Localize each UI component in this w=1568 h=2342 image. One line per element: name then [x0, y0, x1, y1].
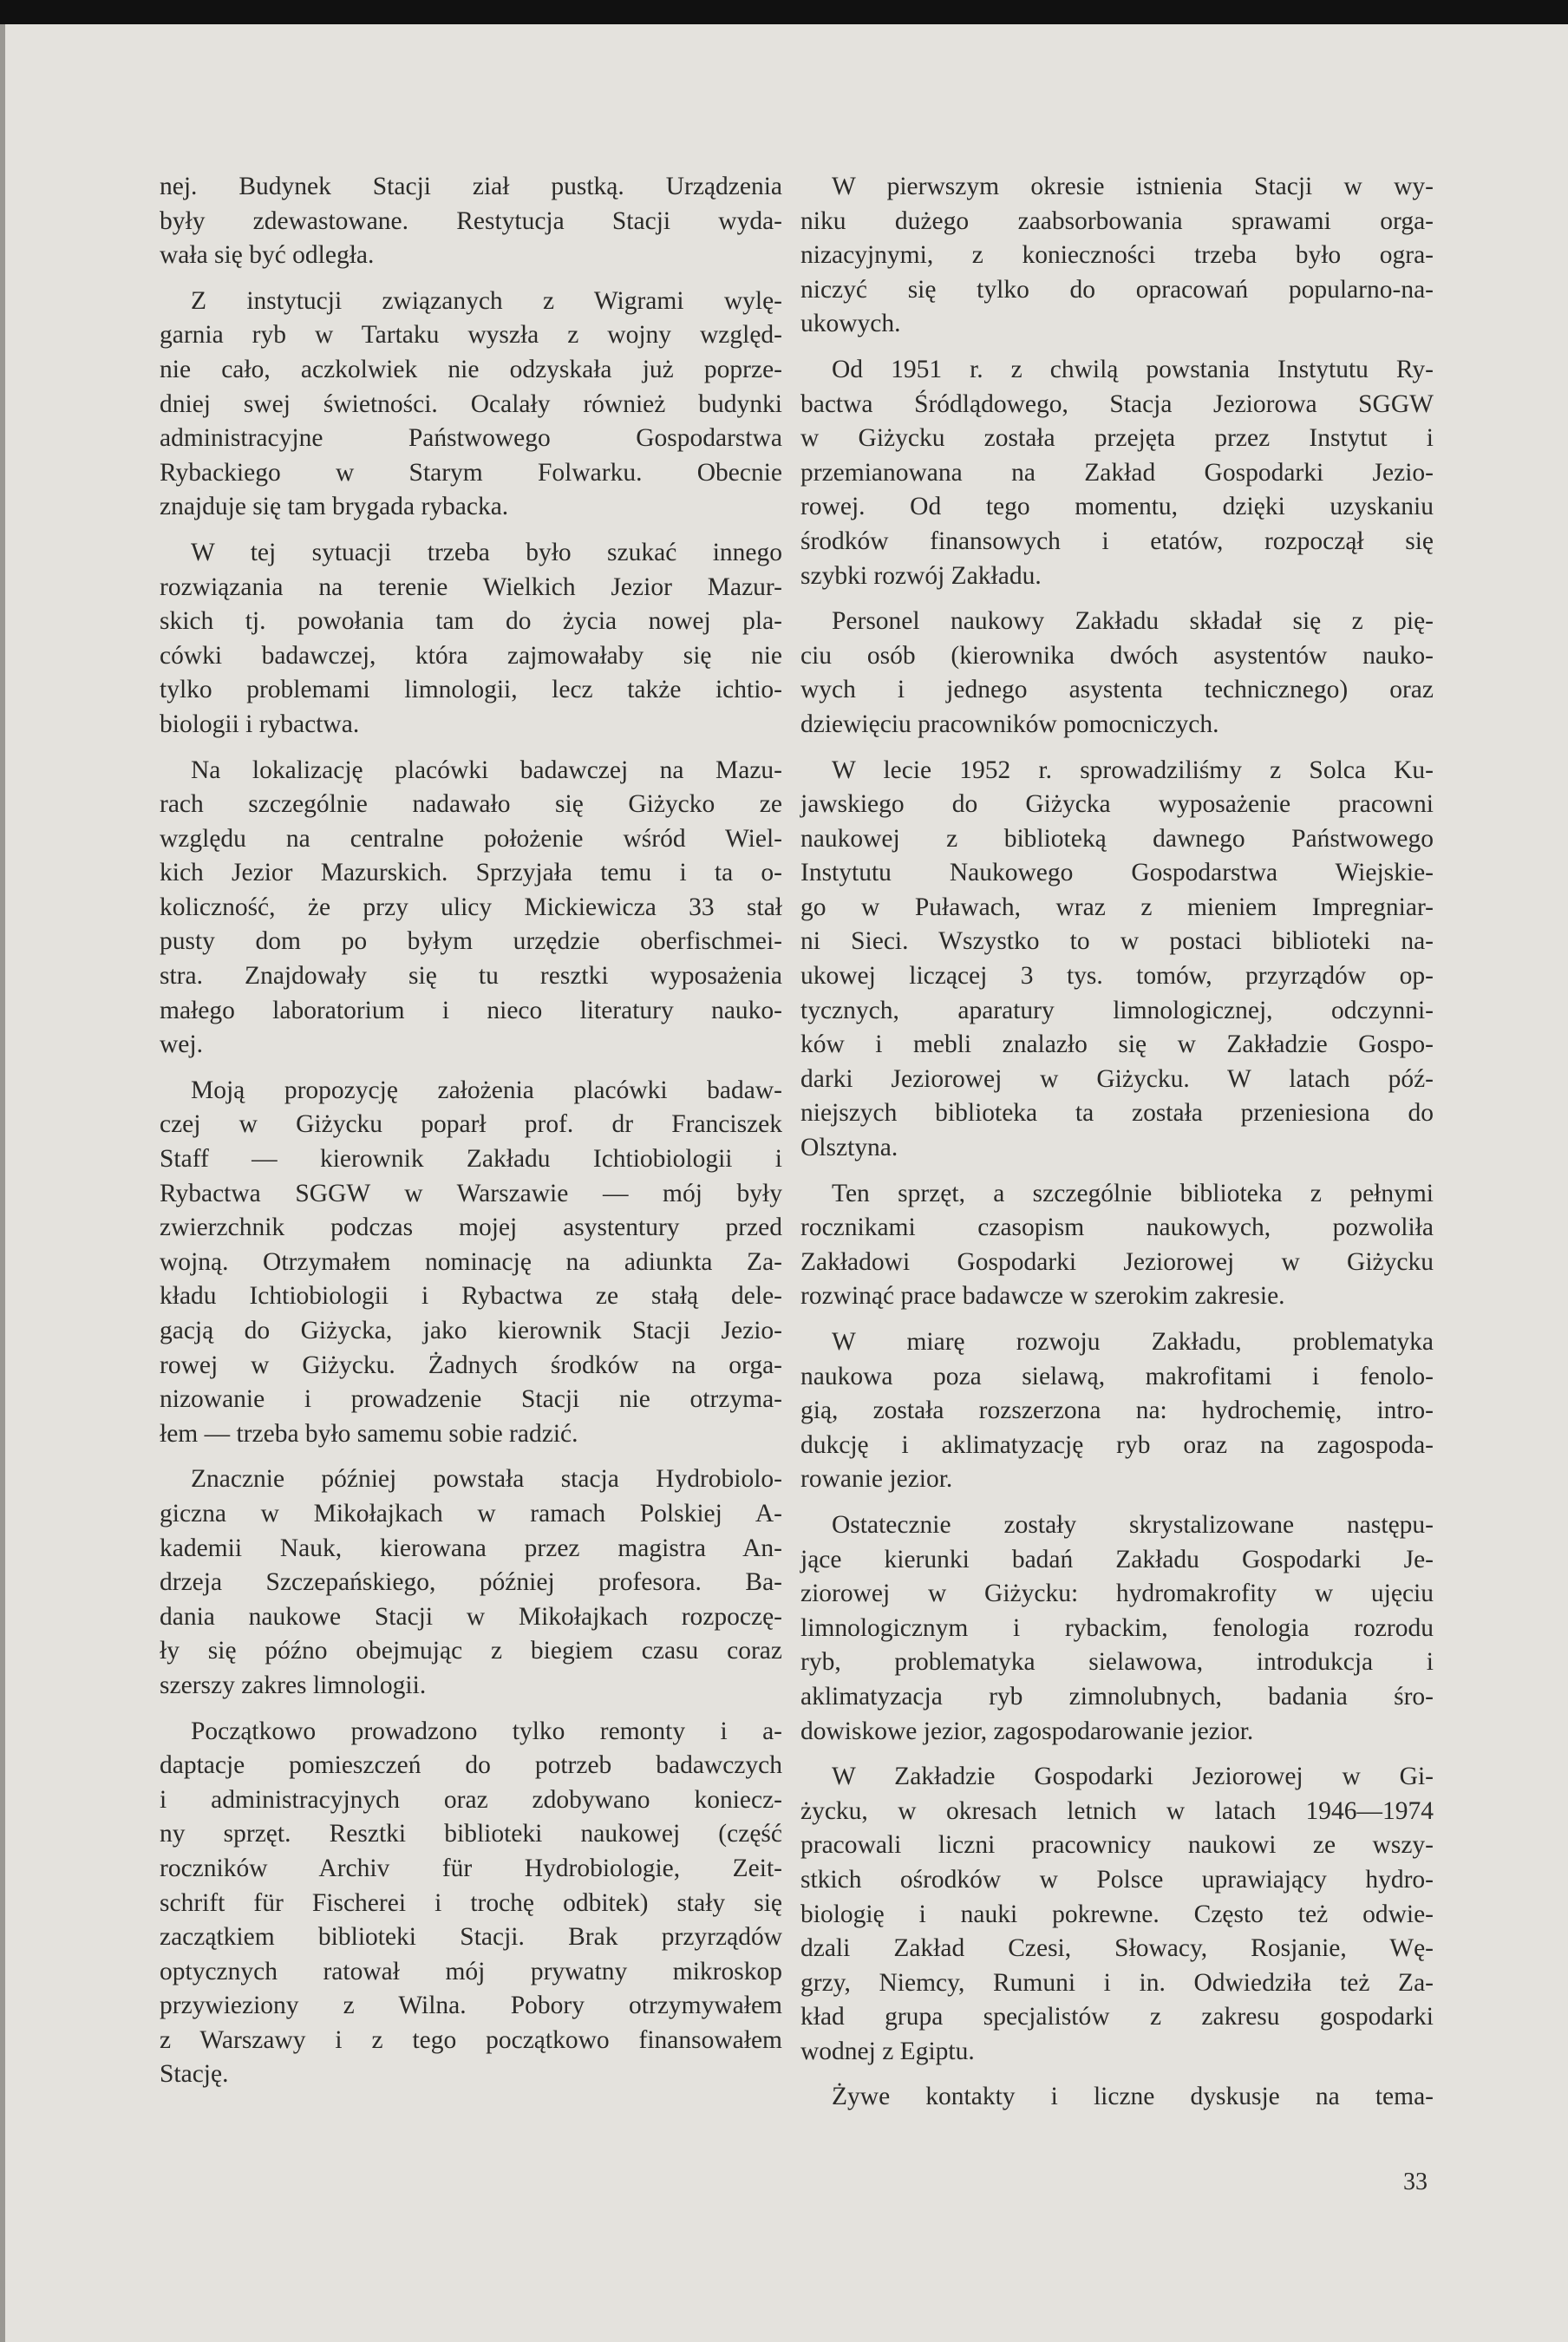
- text-column-left: [160, 170, 782, 2103]
- text-line: małego laboratorium i nieco literatury nauko-: [160, 996, 782, 1024]
- text-line: cówki badawczej, która zajmowałaby się nie: [160, 641, 782, 670]
- paragraph: [800, 2080, 1434, 2115]
- text-line: ryb, problematyka sielawowa, introdukcja i: [800, 1648, 1434, 1677]
- scan-top-border: [0, 0, 1568, 24]
- text-line: rozwinąć prace badawcze w szerokim zakresie.: [800, 1282, 1285, 1311]
- text-line: Staff — kierownik Zakładu Ichtiobiologii i: [160, 1145, 782, 1174]
- text-line: przywieziony z Wilna. Pobory otrzymywałem: [160, 1992, 782, 2020]
- text-line: Rybactwa SGGW w Warszawie — mój były: [160, 1179, 782, 1207]
- paragraph: [800, 170, 1434, 342]
- paragraph: [800, 1177, 1434, 1314]
- text-line: w Giżycku została przejęta przez Instytut i: [800, 424, 1434, 453]
- text-line: garnia ryb w Tartaku wyszła z wojny względ-: [160, 321, 782, 350]
- text-line: nie cało, aczkolwiek nie odzyskała już poprze-: [160, 355, 782, 383]
- text-line: względu na centralne położenie wśród Wiel-: [160, 824, 782, 853]
- text-line: Ten sprzęt, a szczególnie biblioteka z pełnymi: [832, 1179, 1434, 1207]
- text-line: pracowali liczni pracownicy naukowi ze wszy-: [800, 1831, 1434, 1860]
- text-line: nej. Budynek Stacji ział pustką. Urządzenia: [160, 173, 782, 200]
- text-line: niejszych biblioteka ta została przeniesiona do: [800, 1099, 1434, 1128]
- text-line: Personel naukowy Zakładu składał się z pię-: [832, 607, 1434, 636]
- text-line: niku dużego zaabsorbowania sprawami orga-: [800, 206, 1434, 235]
- text-line: kich Jezior Mazurskich. Sprzyjała temu i ta o-: [160, 859, 782, 887]
- text-line: kład grupa specjalistów z zakresu gospodarki: [800, 2003, 1434, 2031]
- paragraph: [800, 1508, 1434, 1749]
- text-line: wodnej z Egiptu.: [800, 2037, 975, 2065]
- text-line: Żywe kontakty i liczne dyskusje na tema-: [832, 2083, 1434, 2111]
- text-line: koliczność, że przy ulicy Mickiewicza 33 stał: [160, 893, 782, 921]
- text-line: biologię i nauki pokrewne. Często też odwie-: [800, 1900, 1434, 1928]
- paragraph: [160, 754, 782, 1063]
- text-line: dzali Zakład Czesi, Słowacy, Rosjanie, Wę-: [800, 1934, 1434, 1963]
- text-line: biologii i rybactwa.: [160, 710, 360, 738]
- text-line: Instytutu Naukowego Gospodarstwa Wiejskie-: [800, 859, 1434, 887]
- paragraph: [800, 353, 1434, 593]
- paragraph: [800, 605, 1434, 742]
- text-line: gią, została rozszerzona na: hydrochemię, intro-: [800, 1397, 1434, 1425]
- text-line: Z instytucji związanych z Wigrami wylę-: [191, 286, 782, 315]
- text-line: Moją propozycję założenia placówki badaw-: [191, 1076, 782, 1104]
- text-line: roczników Archiv für Hydrobiologie, Zeit-: [160, 1854, 782, 1882]
- text-line: zwierzchnik podczas mojej asystentury przed: [160, 1214, 782, 1242]
- text-line: znajduje się tam brygada rybacka.: [160, 493, 509, 521]
- text-line: ny sprzęt. Resztki biblioteki naukowej (część: [160, 1820, 782, 1848]
- text-line: rowej w Giżycku. Żadnych środków na orga-: [160, 1351, 782, 1379]
- paragraph: [160, 285, 782, 525]
- text-line: Stację.: [160, 2060, 229, 2089]
- text-line: ciu osób (kierownika dwóch asystentów nauko-: [800, 641, 1434, 670]
- paragraph: [160, 1462, 782, 1703]
- text-column-right: [800, 170, 1434, 2126]
- text-line: W pierwszym okresie istnienia Stacji w wy-: [832, 173, 1434, 200]
- text-line: W lecie 1952 r. sprowadziliśmy z Solca Ku-: [832, 756, 1434, 784]
- text-line: limnologicznym i rybackim, fenologia rozrodu: [800, 1613, 1434, 1642]
- text-line: go w Puławach, wraz z mieniem Impregniar-: [800, 893, 1434, 921]
- text-line: kładu Ichtiobiologii i Rybactwa ze stałą dele-: [160, 1282, 782, 1311]
- text-line: grzy, Niemcy, Rumuni i in. Odwiedziła też Za-: [800, 1968, 1434, 1997]
- text-line: wej.: [160, 1030, 203, 1059]
- text-line: Znacznie później powstała stacja Hydrobiolo-: [191, 1465, 782, 1494]
- text-line: środków finansowych i etatów, rozpoczął się: [800, 527, 1434, 555]
- text-line: giczna w Mikołajkach w ramach Polskiej A-: [160, 1499, 782, 1528]
- paragraph: [160, 170, 782, 273]
- text-line: rocznikami czasopism naukowych, pozwoliła: [800, 1214, 1434, 1242]
- text-line: bactwa Śródlądowego, Stacja Jeziorowa SGGW: [800, 389, 1434, 418]
- text-line: W tej sytuacji trzeba było szukać innego: [191, 538, 782, 566]
- text-line: nizowanie i prowadzenie Stacji nie otrzyma-: [160, 1385, 782, 1414]
- text-line: wych i jednego asystenta technicznego) oraz: [800, 676, 1434, 704]
- text-line: niczyć się tylko do opracowań popularno-na-: [800, 275, 1434, 304]
- text-line: nizacyjnymi, z konieczności trzeba było ogra-: [800, 241, 1434, 270]
- text-line: optycznych ratował mój prywatny mikroskop: [160, 1957, 782, 1985]
- paragraph: [800, 1325, 1434, 1497]
- paragraph: [160, 536, 782, 743]
- text-line: W miarę rozwoju Zakładu, problematyka: [832, 1328, 1434, 1356]
- text-line: Rybackiego w Starym Folwarku. Obecnie: [160, 458, 782, 487]
- text-line: tylko problemami limnologii, lecz także ichtio-: [160, 676, 782, 704]
- text-line: W Zakładzie Gospodarki Jeziorowej w Gi-: [832, 1763, 1434, 1791]
- text-line: rowanie jezior.: [800, 1465, 953, 1494]
- text-line: pusty dom po byłym urzędzie oberfischmei-: [160, 927, 782, 956]
- text-line: szybki rozwój Zakładu.: [800, 561, 1042, 590]
- text-line: Zakładowi Gospodarki Jeziorowej w Giżycku: [800, 1247, 1434, 1276]
- text-line: ziorowej w Giżycku: hydromakrofity w ujęciu: [800, 1580, 1434, 1608]
- text-line: Od 1951 r. z chwilą powstania Instytutu Ry-: [832, 355, 1434, 383]
- text-line: rozwiązania na terenie Wielkich Jezior Mazur-: [160, 572, 782, 601]
- text-line: stra. Znajdowały się tu resztki wyposażenia: [160, 962, 782, 991]
- paragraph: [800, 1760, 1434, 2069]
- text-line: z Warszawy i z tego początkowo finansowałem: [160, 2025, 782, 2054]
- text-line: aklimatyzacja ryb zimnolubnych, badania śro-: [800, 1682, 1434, 1711]
- text-line: gacją do Giżycka, jako kierownik Stacji Jezio-: [160, 1317, 782, 1344]
- text-line: stkich ośrodków w Polsce uprawiający hydro-: [800, 1865, 1434, 1894]
- text-line: ły się późno obejmując z biegiem czasu coraz: [160, 1637, 782, 1665]
- text-line: dniej swej świetności. Ocalały również budynki: [160, 389, 782, 418]
- text-line: skich tj. powołania tam do życia nowej pla-: [160, 607, 782, 636]
- text-line: i administracyjnych oraz zdobywano koniecz-: [160, 1785, 782, 1814]
- text-line: schrift für Fischerei i trochę odbitek) stały się: [160, 1888, 782, 1917]
- text-line: Początkowo prowadzono tylko remonty i a-: [191, 1717, 782, 1745]
- text-line: naukowej z biblioteką dawnego Państwowego: [800, 824, 1434, 853]
- text-line: dziewięciu pracowników pomocniczych.: [800, 710, 1219, 738]
- text-line: zaczątkiem biblioteki Stacji. Brak przyrządów: [160, 1923, 782, 1952]
- text-line: kademii Nauk, kierowana przez magistra An-: [160, 1534, 782, 1562]
- text-line: ukowej liczącej 3 tys. tomów, przyrządów op-: [800, 962, 1434, 991]
- text-line: łem — trzeba było samemu sobie radzić.: [160, 1419, 578, 1448]
- text-line: ków i mebli znalazło się w Zakładzie Gospo-: [800, 1030, 1434, 1059]
- page-number: 33: [1403, 2169, 1428, 2195]
- text-line: rowej. Od tego momentu, dzięki uzyskaniu: [800, 493, 1434, 521]
- text-line: wała się być odległa.: [160, 241, 375, 270]
- paragraph: [160, 1715, 782, 2093]
- paragraph: [160, 1074, 782, 1452]
- text-line: tycznych, aparatury limnologicznej, odczynni-: [800, 996, 1434, 1024]
- text-line: przemianowana na Zakład Gospodarki Jezio-: [800, 458, 1434, 487]
- text-line: administracyjne Państwowego Gospodarstwa: [160, 424, 782, 453]
- text-line: Olsztyna.: [800, 1134, 898, 1162]
- text-line: rach szczególnie nadawało się Giżycko ze: [160, 790, 782, 819]
- text-line: Ostatecznie zostały skrystalizowane następu-: [832, 1510, 1434, 1539]
- text-line: ni Sieci. Wszystko to w postaci biblioteki na-: [800, 927, 1434, 956]
- text-line: Na lokalizację placówki badawczej na Mazu-: [191, 756, 782, 784]
- text-line: dukcję i aklimatyzację ryb oraz na zagospoda-: [800, 1430, 1434, 1459]
- text-line: dowiskowe jezior, zagospodarowanie jezior.: [800, 1717, 1254, 1745]
- text-line: ukowych.: [800, 310, 901, 338]
- text-line: były zdewastowane. Restytucja Stacji wyda-: [160, 206, 782, 235]
- text-line: szerszy zakres limnologii.: [160, 1671, 427, 1699]
- text-line: jące kierunki badań Zakładu Gospodarki Je-: [800, 1545, 1434, 1573]
- text-line: życku, w okresach letnich w latach 1946—1974: [800, 1796, 1434, 1825]
- text-line: czej w Giżycku poparł prof. dr Franciszek: [160, 1110, 782, 1139]
- text-line: daptacje pomieszczeń do potrzeb badawczych: [160, 1751, 782, 1780]
- text-line: wojną. Otrzymałem nominację na adiunkta Za-: [160, 1247, 782, 1276]
- text-line: dania naukowe Stacji w Mikołajkach rozpoczę-: [160, 1602, 782, 1631]
- text-line: naukowa poza sielawą, makrofitami i fenolo-: [800, 1362, 1434, 1390]
- text-line: jawskiego do Giżycka wyposażenie pracowni: [800, 790, 1434, 819]
- scan-left-edge: [0, 24, 5, 2342]
- paragraph: [800, 754, 1434, 1166]
- text-line: darki Jeziorowej w Giżycku. W latach póź-: [800, 1064, 1434, 1093]
- text-line: drzeja Szczepańskiego, później profesora. Ba-: [160, 1568, 782, 1597]
